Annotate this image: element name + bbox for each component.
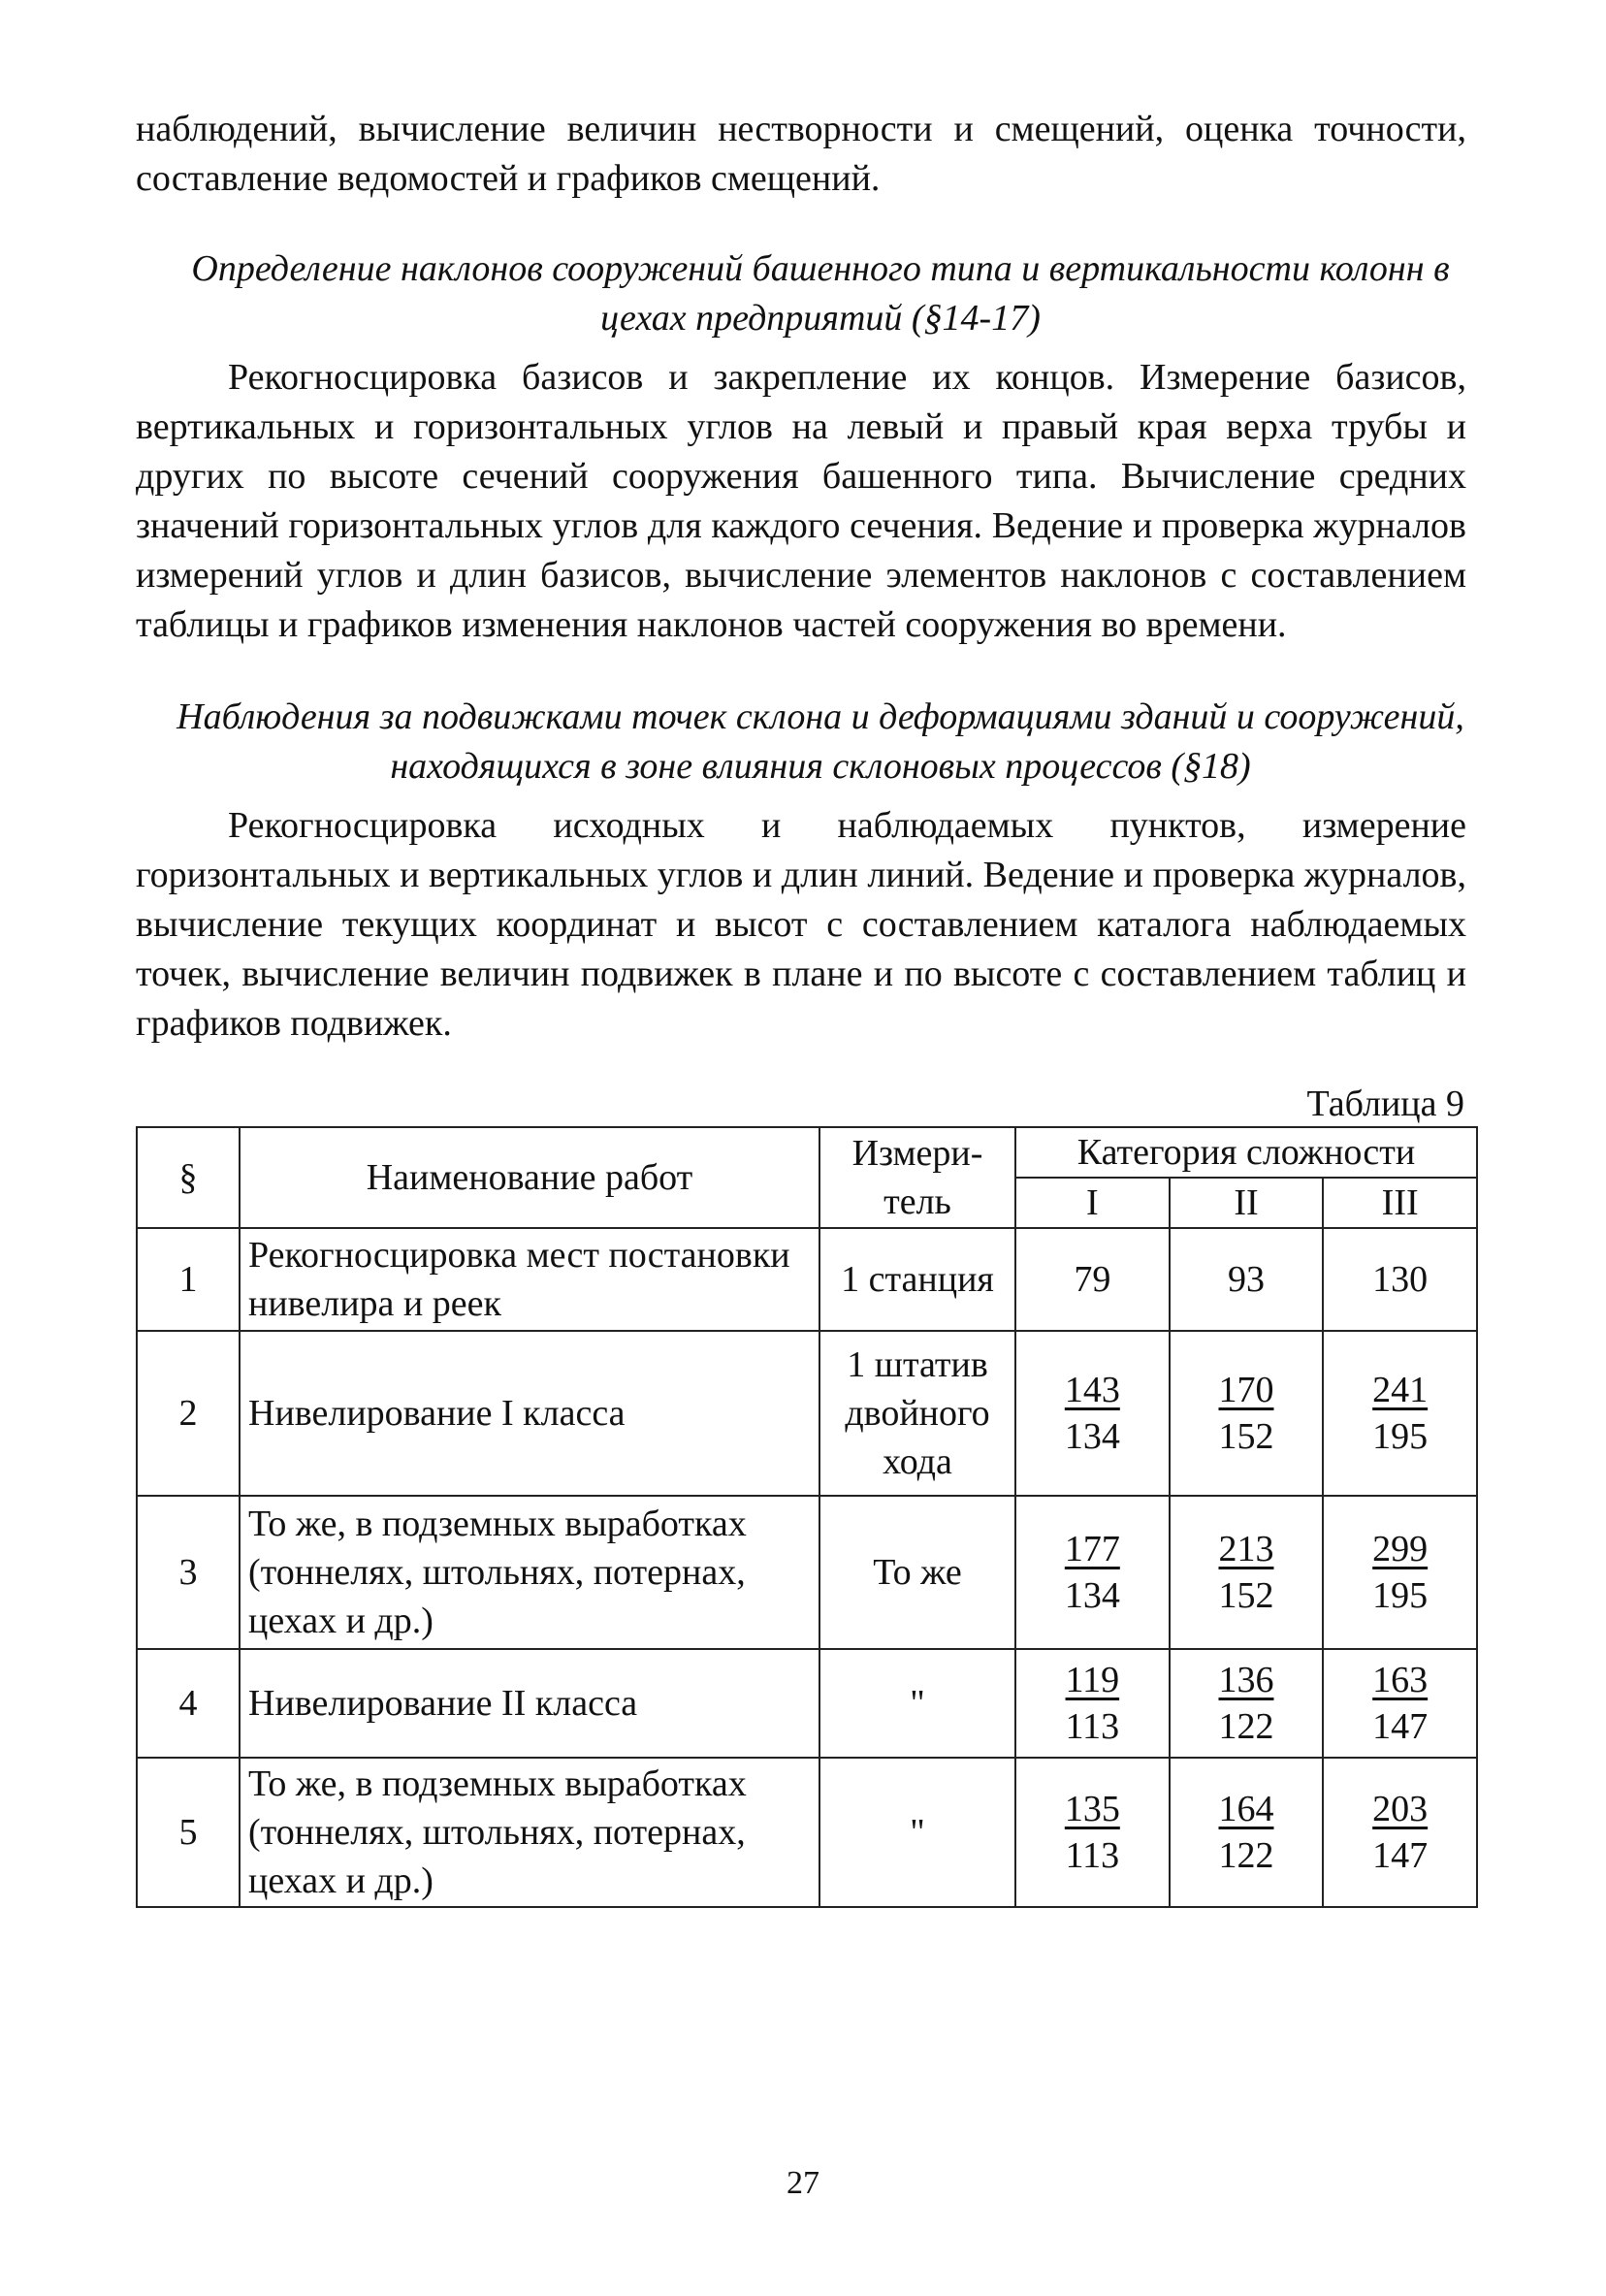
row-cat-3	[1323, 1649, 1477, 1758]
row-name: Нивелирование II класса	[240, 1649, 819, 1758]
row-number: 3	[137, 1496, 240, 1649]
row-unit: "	[819, 1758, 1015, 1907]
fraction-top: 119	[1065, 1660, 1120, 1700]
fraction-bottom: 113	[1065, 1706, 1120, 1747]
fraction	[1372, 1786, 1428, 1879]
fraction-bottom: 147	[1372, 1835, 1429, 1876]
fraction-top: 143	[1064, 1370, 1120, 1410]
fraction-bottom: 122	[1218, 1706, 1274, 1747]
table-header-row	[137, 1127, 1477, 1178]
row-cat-3	[1323, 1758, 1477, 1907]
fraction-top: 136	[1218, 1660, 1274, 1700]
row-number: 4	[137, 1649, 240, 1758]
row-name: То же, в подземных выработках (тоннелях, штольнях, потернах, цехах и др.)	[240, 1758, 819, 1907]
fraction-bottom: 195	[1372, 1575, 1429, 1616]
fraction	[1218, 1786, 1273, 1879]
fraction	[1218, 1367, 1273, 1460]
header-unit: Измери- тель	[819, 1127, 1015, 1228]
table-row	[137, 1758, 1477, 1907]
header-category: Категория сложности	[1015, 1127, 1477, 1178]
fraction-top: 164	[1218, 1789, 1274, 1829]
row-number: 2	[137, 1331, 240, 1496]
row-cat-3: 130	[1323, 1228, 1477, 1331]
row-cat-1	[1015, 1331, 1170, 1496]
fraction-bottom: 147	[1372, 1706, 1429, 1747]
table-9	[136, 1126, 1478, 1908]
fraction-bottom: 152	[1218, 1416, 1274, 1457]
row-name: То же, в подземных выработках (тоннелях, штольнях, потернах, цехах и др.)	[240, 1496, 819, 1649]
fraction	[1372, 1526, 1428, 1619]
fraction-top: 135	[1064, 1789, 1120, 1829]
fraction-bottom: 134	[1064, 1575, 1120, 1616]
paragraph-continuation: наблюдений, вычисление величин нестворности и смещений, оценка точности, составление ведомостей и графиков смещений.	[136, 109, 1466, 199]
fraction-top: 203	[1372, 1789, 1429, 1829]
fraction	[1372, 1657, 1428, 1750]
fraction-bottom: 122	[1218, 1835, 1274, 1876]
header-cat-3: III	[1323, 1178, 1477, 1228]
table-row	[137, 1331, 1477, 1496]
header-name: Наименование работ	[240, 1127, 819, 1228]
row-name: Нивелирование I класса	[240, 1331, 819, 1496]
section-heading-inclination: Определение наклонов сооружений башенного типа и вертикальности колонн в цехах предприятий (§14-17)	[191, 248, 1450, 339]
row-cat-2	[1170, 1496, 1324, 1649]
fraction	[1218, 1526, 1273, 1619]
page-content	[136, 105, 1466, 1908]
row-number: 1	[137, 1228, 240, 1331]
row-name: Рекогносцировка мест постановки нивелира и реек	[240, 1228, 819, 1331]
row-unit: 1 станция	[819, 1228, 1015, 1331]
row-cat-3	[1323, 1331, 1477, 1496]
row-cat-2	[1170, 1331, 1324, 1496]
row-cat-1	[1015, 1496, 1170, 1649]
fraction-top: 170	[1218, 1370, 1274, 1410]
table-caption: Таблица 9	[1306, 1083, 1464, 1124]
row-unit: То же	[819, 1496, 1015, 1649]
row-cat-1: 79	[1015, 1228, 1170, 1331]
fraction	[1066, 1657, 1120, 1750]
fraction-bottom: 134	[1064, 1416, 1120, 1457]
row-unit: 1 штатив двойного хода	[819, 1331, 1015, 1496]
header-cat-1: I	[1015, 1178, 1170, 1228]
table-row	[137, 1228, 1477, 1331]
row-cat-1	[1015, 1758, 1170, 1907]
paragraph-slope: Рекогносцировка исходных и наблюдаемых пунктов, измерение горизонтальных и вертикальных углов и длин линий. Ведение и проверка журналов, вычисление текущих координат и высот с составлением каталога наблюдаемых точек, вычисление величин подвижек в плане и по высоте с составлением таблиц и графиков подвижек.	[136, 805, 1466, 1044]
fraction-bottom: 152	[1218, 1575, 1274, 1616]
row-cat-2	[1170, 1649, 1324, 1758]
table-row	[137, 1496, 1477, 1649]
row-unit: "	[819, 1649, 1015, 1758]
section-heading-slope: Наблюдения за подвижками точек склона и деформациями зданий и сооружений, находящихся в зоне влияния склоновых процессов (§18)	[177, 696, 1464, 787]
fraction	[1065, 1786, 1120, 1879]
row-cat-1	[1015, 1649, 1170, 1758]
row-cat-3	[1323, 1496, 1477, 1649]
fraction	[1065, 1526, 1120, 1619]
fraction-bottom: 195	[1372, 1416, 1429, 1457]
row-number: 5	[137, 1758, 240, 1907]
header-cat-2: II	[1170, 1178, 1324, 1228]
fraction	[1065, 1367, 1120, 1460]
header-section: §	[137, 1127, 240, 1228]
row-cat-2	[1170, 1758, 1324, 1907]
fraction-bottom: 113	[1065, 1835, 1120, 1876]
page-number: 27	[787, 2165, 819, 2201]
fraction-top: 163	[1372, 1660, 1429, 1700]
fraction-top: 177	[1064, 1529, 1120, 1569]
fraction-top: 241	[1372, 1370, 1429, 1410]
fraction-top: 213	[1218, 1529, 1274, 1569]
table-row	[137, 1649, 1477, 1758]
fraction-top: 299	[1372, 1529, 1429, 1569]
paragraph-inclination: Рекогносцировка базисов и закрепление их концов. Измерение базисов, вертикальных и горизонтальных углов на левый и правый края верха трубы и других по высоте сечений сооружения башенного типа. Вычисление средних значений горизонтальных углов для каждого сечения. Ведение и проверка журналов измерений углов и длин базисов, вычисление элементов наклонов с составлением таблицы и графиков изменения наклонов частей сооружения во времени.	[136, 357, 1466, 645]
fraction	[1218, 1657, 1273, 1750]
fraction	[1372, 1367, 1428, 1460]
row-cat-2: 93	[1170, 1228, 1324, 1331]
